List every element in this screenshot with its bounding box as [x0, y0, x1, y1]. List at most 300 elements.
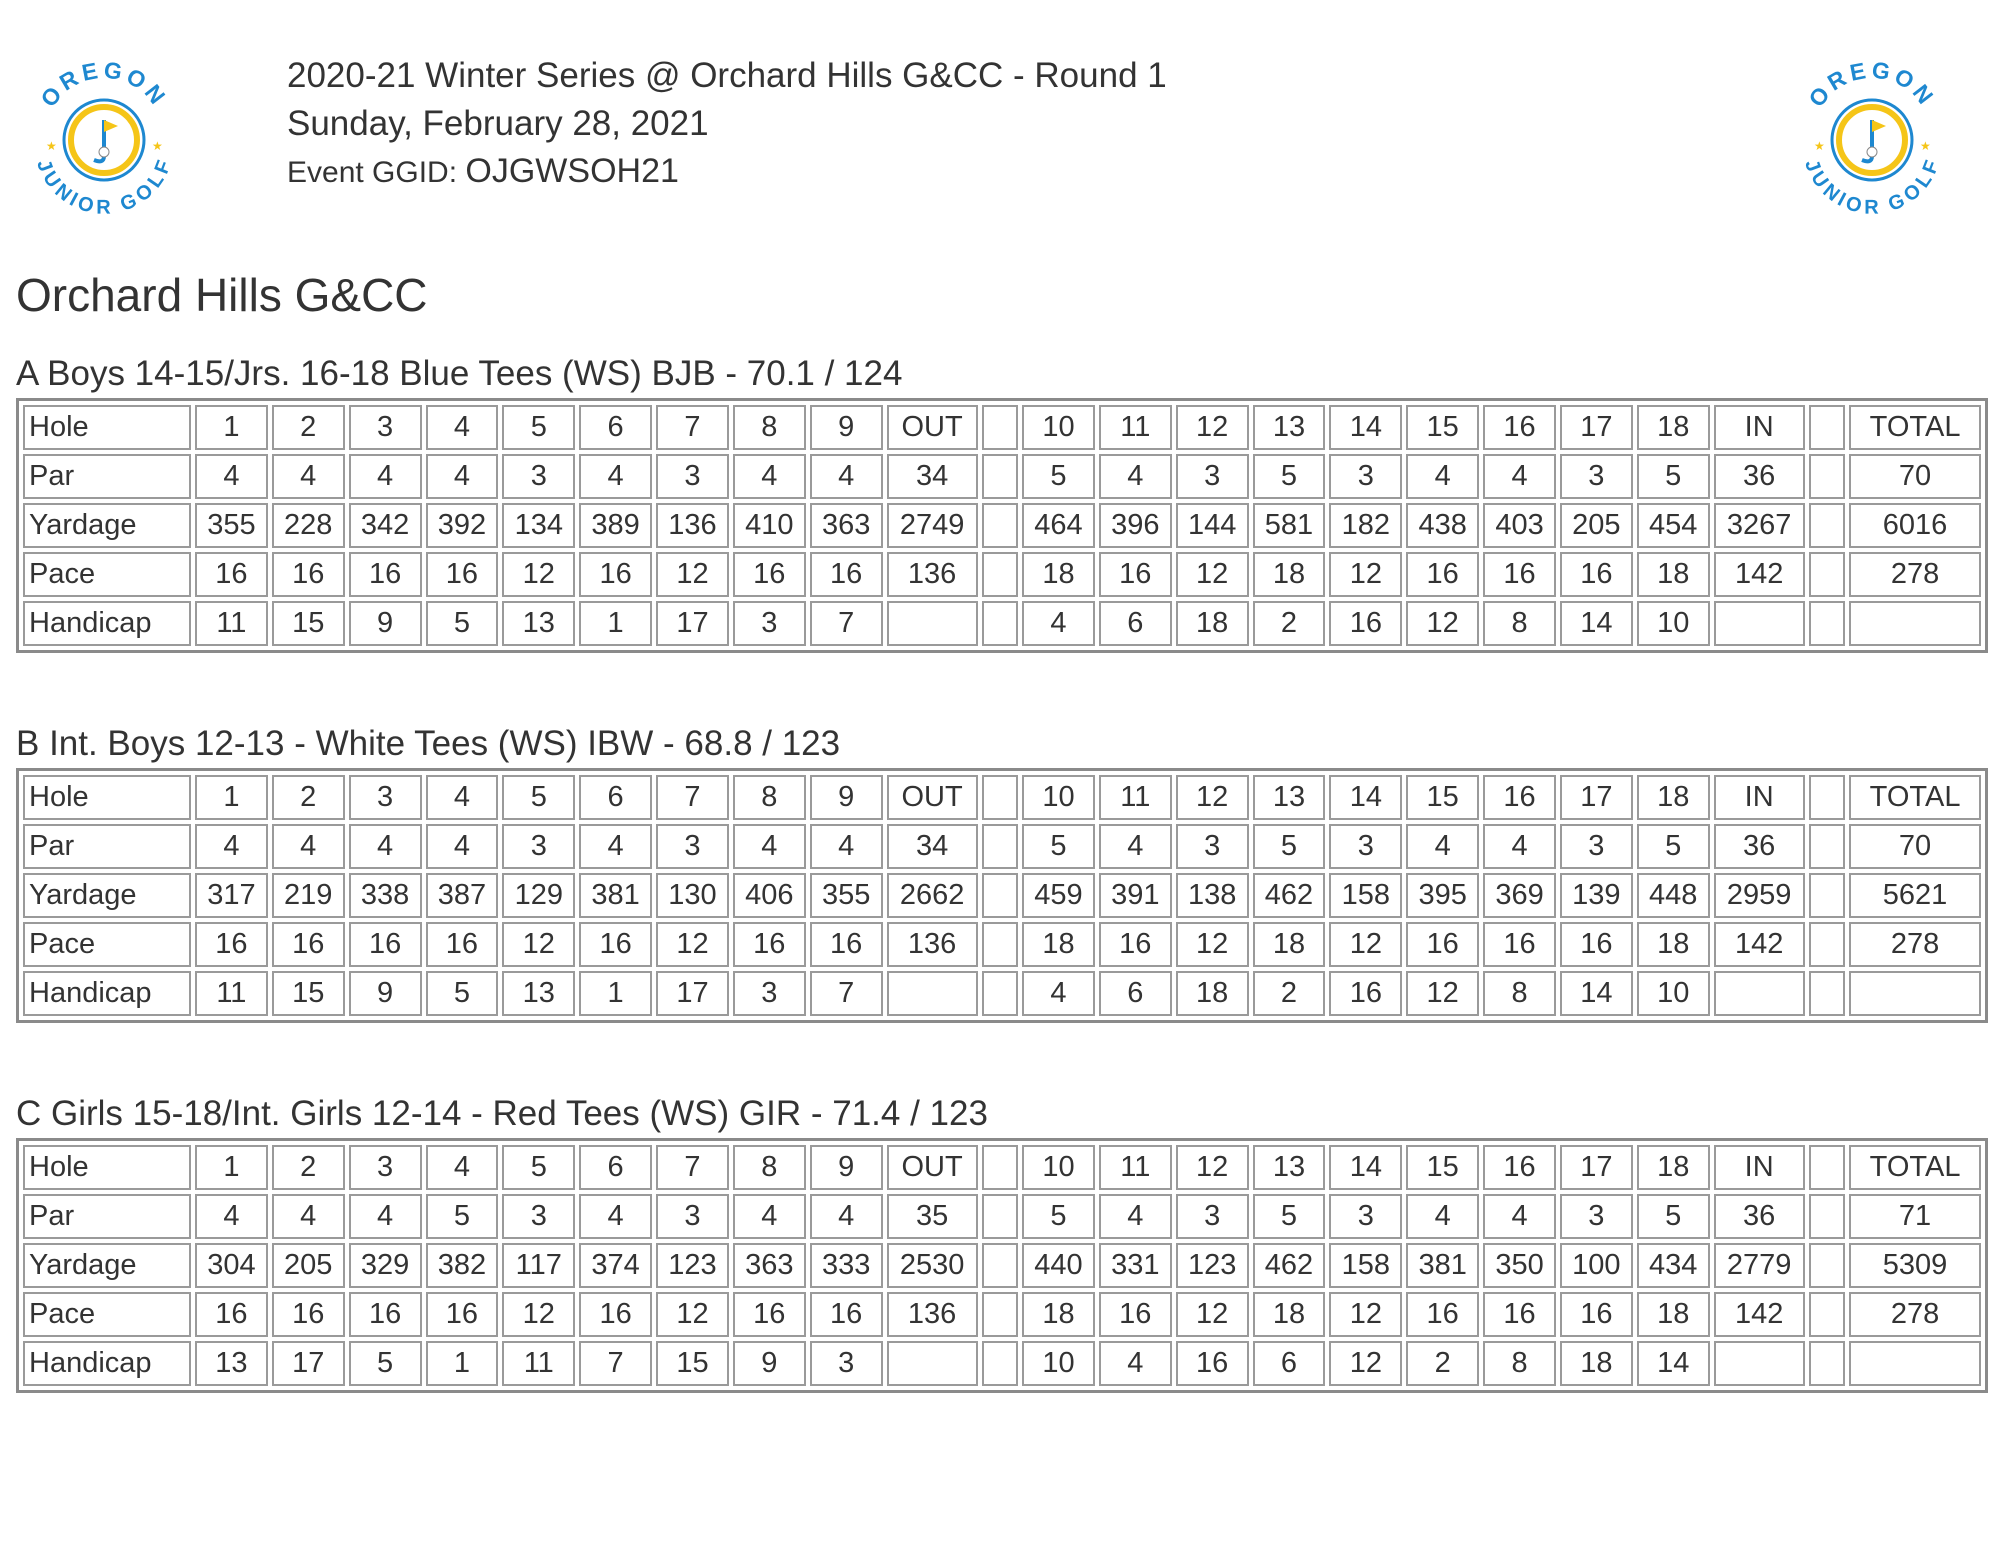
score-cell: 15: [1406, 775, 1479, 820]
score-cell: 278: [1849, 1292, 1981, 1337]
score-cell: 100: [1560, 1243, 1633, 1288]
tee-section: [16, 722, 1988, 1023]
score-cell: 12: [1406, 971, 1479, 1016]
score-cell: 4: [1099, 454, 1172, 499]
svg-text:JUNIOR GOLF: JUNIOR GOLF: [32, 156, 176, 216]
row-label: Handicap: [23, 601, 191, 646]
score-cell: 129: [502, 873, 575, 918]
score-cell: [982, 1145, 1018, 1190]
score-cell: 16: [426, 922, 499, 967]
score-cell: 14: [1329, 405, 1402, 450]
score-cell: 2: [1406, 1341, 1479, 1386]
score-cell: 12: [1406, 601, 1479, 646]
score-cell: [982, 971, 1018, 1016]
score-cell: 5: [1253, 454, 1326, 499]
score-cell: 4: [1483, 1194, 1556, 1239]
score-cell: 3: [733, 971, 806, 1016]
score-cell: [1809, 405, 1845, 450]
score-cell: 18: [1637, 1145, 1710, 1190]
score-cell: 16: [1099, 552, 1172, 597]
score-cell: 12: [502, 922, 575, 967]
score-cell: 4: [579, 824, 652, 869]
score-cell: 15: [272, 601, 345, 646]
score-cell: 4: [1022, 971, 1095, 1016]
score-cell: 18: [1637, 552, 1710, 597]
score-cell: 16: [733, 552, 806, 597]
score-cell: 4: [195, 454, 268, 499]
score-cell: 5: [426, 971, 499, 1016]
score-cell: 11: [1099, 405, 1172, 450]
score-cell: 4: [426, 824, 499, 869]
score-cell: 14: [1329, 775, 1402, 820]
table-row: [23, 1341, 1981, 1386]
score-cell: 3: [656, 824, 729, 869]
score-cell: 205: [272, 1243, 345, 1288]
event-date: Sunday, February 28, 2021: [287, 104, 709, 143]
row-label: Handicap: [23, 1341, 191, 1386]
score-cell: 70: [1849, 824, 1981, 869]
row-label: Handicap: [23, 971, 191, 1016]
score-cell: 16: [1483, 1145, 1556, 1190]
score-cell: 1: [195, 775, 268, 820]
score-cell: 16: [195, 552, 268, 597]
score-cell: 3: [1560, 1194, 1633, 1239]
score-cell: 182: [1329, 503, 1402, 548]
score-cell: 3: [810, 1341, 883, 1386]
score-cell: 12: [502, 1292, 575, 1337]
score-cell: 2: [272, 775, 345, 820]
score-cell: 4: [195, 1194, 268, 1239]
score-cell: 2959: [1714, 873, 1805, 918]
score-cell: 138: [1176, 873, 1249, 918]
score-cell: [1809, 971, 1845, 1016]
score-cell: 4: [1406, 1194, 1479, 1239]
score-cell: 278: [1849, 552, 1981, 597]
score-cell: 17: [1560, 775, 1633, 820]
score-cell: 2: [272, 405, 345, 450]
score-cell: 5: [426, 1194, 499, 1239]
score-cell: 11: [195, 601, 268, 646]
score-cell: 18: [1637, 405, 1710, 450]
table-row: [23, 971, 1981, 1016]
score-cell: 12: [1329, 922, 1402, 967]
score-cell: [982, 1243, 1018, 1288]
row-label: Hole: [23, 775, 191, 820]
score-cell: 4: [426, 405, 499, 450]
score-cell: 228: [272, 503, 345, 548]
row-label: Pace: [23, 552, 191, 597]
score-cell: 12: [1176, 1292, 1249, 1337]
score-cell: 139: [1560, 873, 1633, 918]
score-cell: 16: [272, 922, 345, 967]
score-cell: 4: [195, 824, 268, 869]
score-cell: 13: [1253, 405, 1326, 450]
score-cell: 363: [810, 503, 883, 548]
score-cell: 410: [733, 503, 806, 548]
score-cell: 14: [1329, 1145, 1402, 1190]
score-cell: 355: [195, 503, 268, 548]
score-cell: 16: [579, 1292, 652, 1337]
score-cell: 2749: [887, 503, 978, 548]
score-cell: 136: [887, 552, 978, 597]
score-cell: [982, 405, 1018, 450]
score-cell: 338: [349, 873, 422, 918]
score-cell: 7: [579, 1341, 652, 1386]
score-cell: [982, 922, 1018, 967]
score-cell: 5: [1637, 1194, 1710, 1239]
score-cell: 136: [656, 503, 729, 548]
score-cell: [1714, 1341, 1805, 1386]
score-cell: 14: [1560, 601, 1633, 646]
score-cell: 16: [1329, 971, 1402, 1016]
score-cell: 5621: [1849, 873, 1981, 918]
score-cell: 6016: [1849, 503, 1981, 548]
score-cell: [1809, 601, 1845, 646]
score-cell: 219: [272, 873, 345, 918]
score-cell: [982, 601, 1018, 646]
score-cell: 3: [1329, 824, 1402, 869]
score-cell: 3: [656, 1194, 729, 1239]
score-cell: 36: [1714, 454, 1805, 499]
score-cell: [1809, 873, 1845, 918]
score-cell: 7: [810, 971, 883, 1016]
score-cell: 374: [579, 1243, 652, 1288]
score-cell: 278: [1849, 922, 1981, 967]
score-cell: 464: [1022, 503, 1095, 548]
score-cell: [1714, 971, 1805, 1016]
score-cell: 10: [1022, 405, 1095, 450]
score-cell: [982, 454, 1018, 499]
scorecard-table: [16, 768, 1988, 1023]
score-cell: 10: [1022, 775, 1095, 820]
score-cell: 16: [426, 552, 499, 597]
score-cell: 4: [733, 1194, 806, 1239]
score-cell: 5: [1022, 454, 1095, 499]
score-cell: 13: [195, 1341, 268, 1386]
table-row: [23, 824, 1981, 869]
score-cell: IN: [1714, 1145, 1805, 1190]
score-cell: 3: [1329, 1194, 1402, 1239]
score-cell: 8: [1483, 601, 1556, 646]
score-cell: 12: [656, 552, 729, 597]
score-cell: 16: [733, 922, 806, 967]
score-cell: 5: [1637, 824, 1710, 869]
score-cell: 5309: [1849, 1243, 1981, 1288]
score-cell: 4: [810, 824, 883, 869]
score-cell: 205: [1560, 503, 1633, 548]
score-cell: 4: [733, 454, 806, 499]
score-cell: 391: [1099, 873, 1172, 918]
score-cell: 10: [1022, 1145, 1095, 1190]
event-header: [287, 52, 1167, 196]
score-cell: 12: [1176, 1145, 1249, 1190]
score-cell: OUT: [887, 405, 978, 450]
score-cell: 16: [810, 552, 883, 597]
score-cell: 4: [426, 1145, 499, 1190]
score-cell: 15: [1406, 1145, 1479, 1190]
score-cell: TOTAL: [1849, 1145, 1981, 1190]
score-cell: 6: [579, 775, 652, 820]
score-cell: 16: [349, 1292, 422, 1337]
score-cell: 16: [1483, 1292, 1556, 1337]
score-cell: 382: [426, 1243, 499, 1288]
score-cell: 2779: [1714, 1243, 1805, 1288]
score-cell: 381: [1406, 1243, 1479, 1288]
event-title: 2020-21 Winter Series @ Orchard Hills G&CC - Round 1: [287, 56, 1167, 95]
row-label: Par: [23, 1194, 191, 1239]
score-cell: 71: [1849, 1194, 1981, 1239]
score-cell: 16: [1483, 552, 1556, 597]
score-cell: 4: [810, 454, 883, 499]
score-cell: 13: [502, 971, 575, 1016]
score-cell: 5: [1022, 1194, 1095, 1239]
row-label: Par: [23, 824, 191, 869]
score-cell: 3267: [1714, 503, 1805, 548]
score-cell: 9: [810, 1145, 883, 1190]
score-cell: 4: [579, 1194, 652, 1239]
score-cell: 12: [502, 552, 575, 597]
score-cell: 403: [1483, 503, 1556, 548]
table-row: [23, 1145, 1981, 1190]
row-label: Hole: [23, 1145, 191, 1190]
score-cell: 16: [1176, 1341, 1249, 1386]
score-cell: 16: [1099, 922, 1172, 967]
score-cell: 5: [1253, 824, 1326, 869]
score-cell: 142: [1714, 1292, 1805, 1337]
score-cell: 12: [1176, 405, 1249, 450]
svg-text:OREGON: OREGON: [1803, 56, 1941, 112]
score-cell: 4: [1022, 601, 1095, 646]
score-cell: [982, 552, 1018, 597]
scorecard-table: [16, 398, 1988, 653]
score-cell: 387: [426, 873, 499, 918]
score-cell: 35: [887, 1194, 978, 1239]
score-cell: 381: [579, 873, 652, 918]
row-label: Yardage: [23, 873, 191, 918]
score-cell: 4: [349, 454, 422, 499]
score-cell: 440: [1022, 1243, 1095, 1288]
event-ggid-label: Event GGID:: [287, 156, 458, 189]
score-cell: 16: [733, 1292, 806, 1337]
table-row: [23, 454, 1981, 499]
svg-text:★: ★: [152, 139, 163, 153]
score-cell: 3: [502, 824, 575, 869]
score-cell: 16: [1406, 922, 1479, 967]
score-cell: 16: [1483, 922, 1556, 967]
score-cell: 5: [1637, 454, 1710, 499]
svg-text:★: ★: [1814, 139, 1825, 153]
score-cell: 10: [1637, 601, 1710, 646]
score-cell: 158: [1329, 873, 1402, 918]
score-cell: 3: [1176, 824, 1249, 869]
score-cell: 3: [1176, 1194, 1249, 1239]
score-cell: 17: [1560, 1145, 1633, 1190]
score-cell: 12: [1176, 552, 1249, 597]
tee-section: [16, 1092, 1988, 1393]
table-row: [23, 601, 1981, 646]
oregon-junior-golf-logo: [1792, 56, 1952, 216]
score-cell: 16: [1560, 922, 1633, 967]
score-cell: 17: [656, 601, 729, 646]
row-label: Hole: [23, 405, 191, 450]
score-cell: 158: [1329, 1243, 1402, 1288]
score-cell: 117: [502, 1243, 575, 1288]
score-cell: 5: [349, 1341, 422, 1386]
table-row: [23, 405, 1981, 450]
score-cell: 355: [810, 873, 883, 918]
score-cell: 5: [1022, 824, 1095, 869]
score-cell: OUT: [887, 775, 978, 820]
score-cell: 448: [1637, 873, 1710, 918]
score-cell: 16: [349, 922, 422, 967]
score-cell: 11: [195, 971, 268, 1016]
score-cell: 317: [195, 873, 268, 918]
svg-text:★: ★: [1920, 139, 1931, 153]
score-cell: 4: [426, 454, 499, 499]
score-cell: 304: [195, 1243, 268, 1288]
score-cell: 581: [1253, 503, 1326, 548]
score-cell: 17: [656, 971, 729, 1016]
score-cell: 459: [1022, 873, 1095, 918]
course-name: Orchard Hills G&CC: [16, 269, 428, 321]
score-cell: 15: [1406, 405, 1479, 450]
score-cell: 36: [1714, 1194, 1805, 1239]
score-cell: 18: [1253, 1292, 1326, 1337]
tee-section: [16, 352, 1988, 653]
score-cell: 16: [195, 922, 268, 967]
score-cell: 5: [426, 601, 499, 646]
score-cell: TOTAL: [1849, 775, 1981, 820]
score-cell: [1809, 1194, 1845, 1239]
score-cell: 18: [1253, 922, 1326, 967]
table-row: [23, 922, 1981, 967]
score-cell: IN: [1714, 775, 1805, 820]
svg-text:OREGON: OREGON: [35, 56, 173, 112]
score-cell: [1809, 1341, 1845, 1386]
oregon-junior-golf-logo: [24, 56, 184, 216]
score-cell: 1: [579, 971, 652, 1016]
score-cell: 16: [1099, 1292, 1172, 1337]
score-cell: 16: [272, 1292, 345, 1337]
table-row: [23, 1194, 1981, 1239]
score-cell: 3: [502, 454, 575, 499]
score-cell: IN: [1714, 405, 1805, 450]
score-cell: [887, 971, 978, 1016]
score-cell: 16: [1560, 552, 1633, 597]
score-cell: 16: [195, 1292, 268, 1337]
score-cell: 4: [1099, 1194, 1172, 1239]
score-cell: 333: [810, 1243, 883, 1288]
score-cell: 9: [349, 971, 422, 1016]
score-cell: 4: [1406, 454, 1479, 499]
score-cell: 389: [579, 503, 652, 548]
scorecard-table: [16, 1138, 1988, 1393]
score-cell: 142: [1714, 552, 1805, 597]
score-cell: [1809, 1243, 1845, 1288]
event-ggid-value: OJGWSOH21: [465, 152, 679, 190]
score-cell: 6: [579, 405, 652, 450]
score-cell: 3: [349, 775, 422, 820]
tee-section-title: C Girls 15-18/Int. Girls 12-14 - Red Tees (WS) GIR - 71.4 / 123: [16, 1094, 988, 1133]
score-cell: [1809, 775, 1845, 820]
score-cell: 15: [272, 971, 345, 1016]
score-cell: [1809, 922, 1845, 967]
table-row: [23, 503, 1981, 548]
score-cell: 342: [349, 503, 422, 548]
score-cell: 438: [1406, 503, 1479, 548]
row-label: Pace: [23, 1292, 191, 1337]
score-cell: 4: [1483, 454, 1556, 499]
score-cell: 18: [1637, 775, 1710, 820]
score-cell: 70: [1849, 454, 1981, 499]
score-cell: 6: [579, 1145, 652, 1190]
score-cell: 16: [1483, 405, 1556, 450]
score-cell: 6: [1099, 601, 1172, 646]
score-cell: 16: [579, 922, 652, 967]
score-cell: 5: [1253, 1194, 1326, 1239]
score-cell: 5: [502, 405, 575, 450]
score-cell: 8: [1483, 1341, 1556, 1386]
score-cell: 18: [1176, 971, 1249, 1016]
score-cell: 13: [1253, 775, 1326, 820]
score-cell: [1849, 1341, 1981, 1386]
score-cell: 18: [1022, 1292, 1095, 1337]
score-cell: 18: [1253, 552, 1326, 597]
tee-section-title: B Int. Boys 12-13 - White Tees (WS) IBW - 68.8 / 123: [16, 724, 841, 763]
score-cell: [1849, 971, 1981, 1016]
score-cell: [982, 503, 1018, 548]
row-label: Yardage: [23, 1243, 191, 1288]
score-cell: 9: [810, 775, 883, 820]
score-cell: 7: [656, 775, 729, 820]
score-cell: 136: [887, 1292, 978, 1337]
score-cell: 16: [810, 1292, 883, 1337]
score-cell: 5: [502, 775, 575, 820]
score-cell: 1: [195, 1145, 268, 1190]
score-cell: 2: [1253, 971, 1326, 1016]
score-cell: 10: [1637, 971, 1710, 1016]
score-cell: 8: [1483, 971, 1556, 1016]
score-cell: 3: [1560, 824, 1633, 869]
svg-text:★: ★: [46, 139, 57, 153]
score-cell: 18: [1560, 1341, 1633, 1386]
score-cell: 3: [1176, 454, 1249, 499]
score-cell: 14: [1637, 1341, 1710, 1386]
table-row: [23, 1292, 1981, 1337]
row-label: Yardage: [23, 503, 191, 548]
score-cell: 18: [1176, 601, 1249, 646]
score-cell: 3: [656, 454, 729, 499]
score-cell: [982, 1194, 1018, 1239]
score-cell: 1: [579, 601, 652, 646]
score-cell: 4: [272, 454, 345, 499]
score-cell: 123: [1176, 1243, 1249, 1288]
score-cell: 4: [1406, 824, 1479, 869]
score-cell: [1809, 1292, 1845, 1337]
score-cell: 3: [1329, 454, 1402, 499]
score-cell: 2: [1253, 601, 1326, 646]
score-cell: 3: [733, 601, 806, 646]
score-cell: 16: [1483, 775, 1556, 820]
score-cell: 7: [810, 601, 883, 646]
score-cell: 34: [887, 824, 978, 869]
score-cell: 2662: [887, 873, 978, 918]
score-cell: 12: [1176, 775, 1249, 820]
score-cell: 4: [1099, 1341, 1172, 1386]
score-cell: 4: [1099, 824, 1172, 869]
score-cell: [1849, 601, 1981, 646]
score-cell: 12: [1176, 922, 1249, 967]
